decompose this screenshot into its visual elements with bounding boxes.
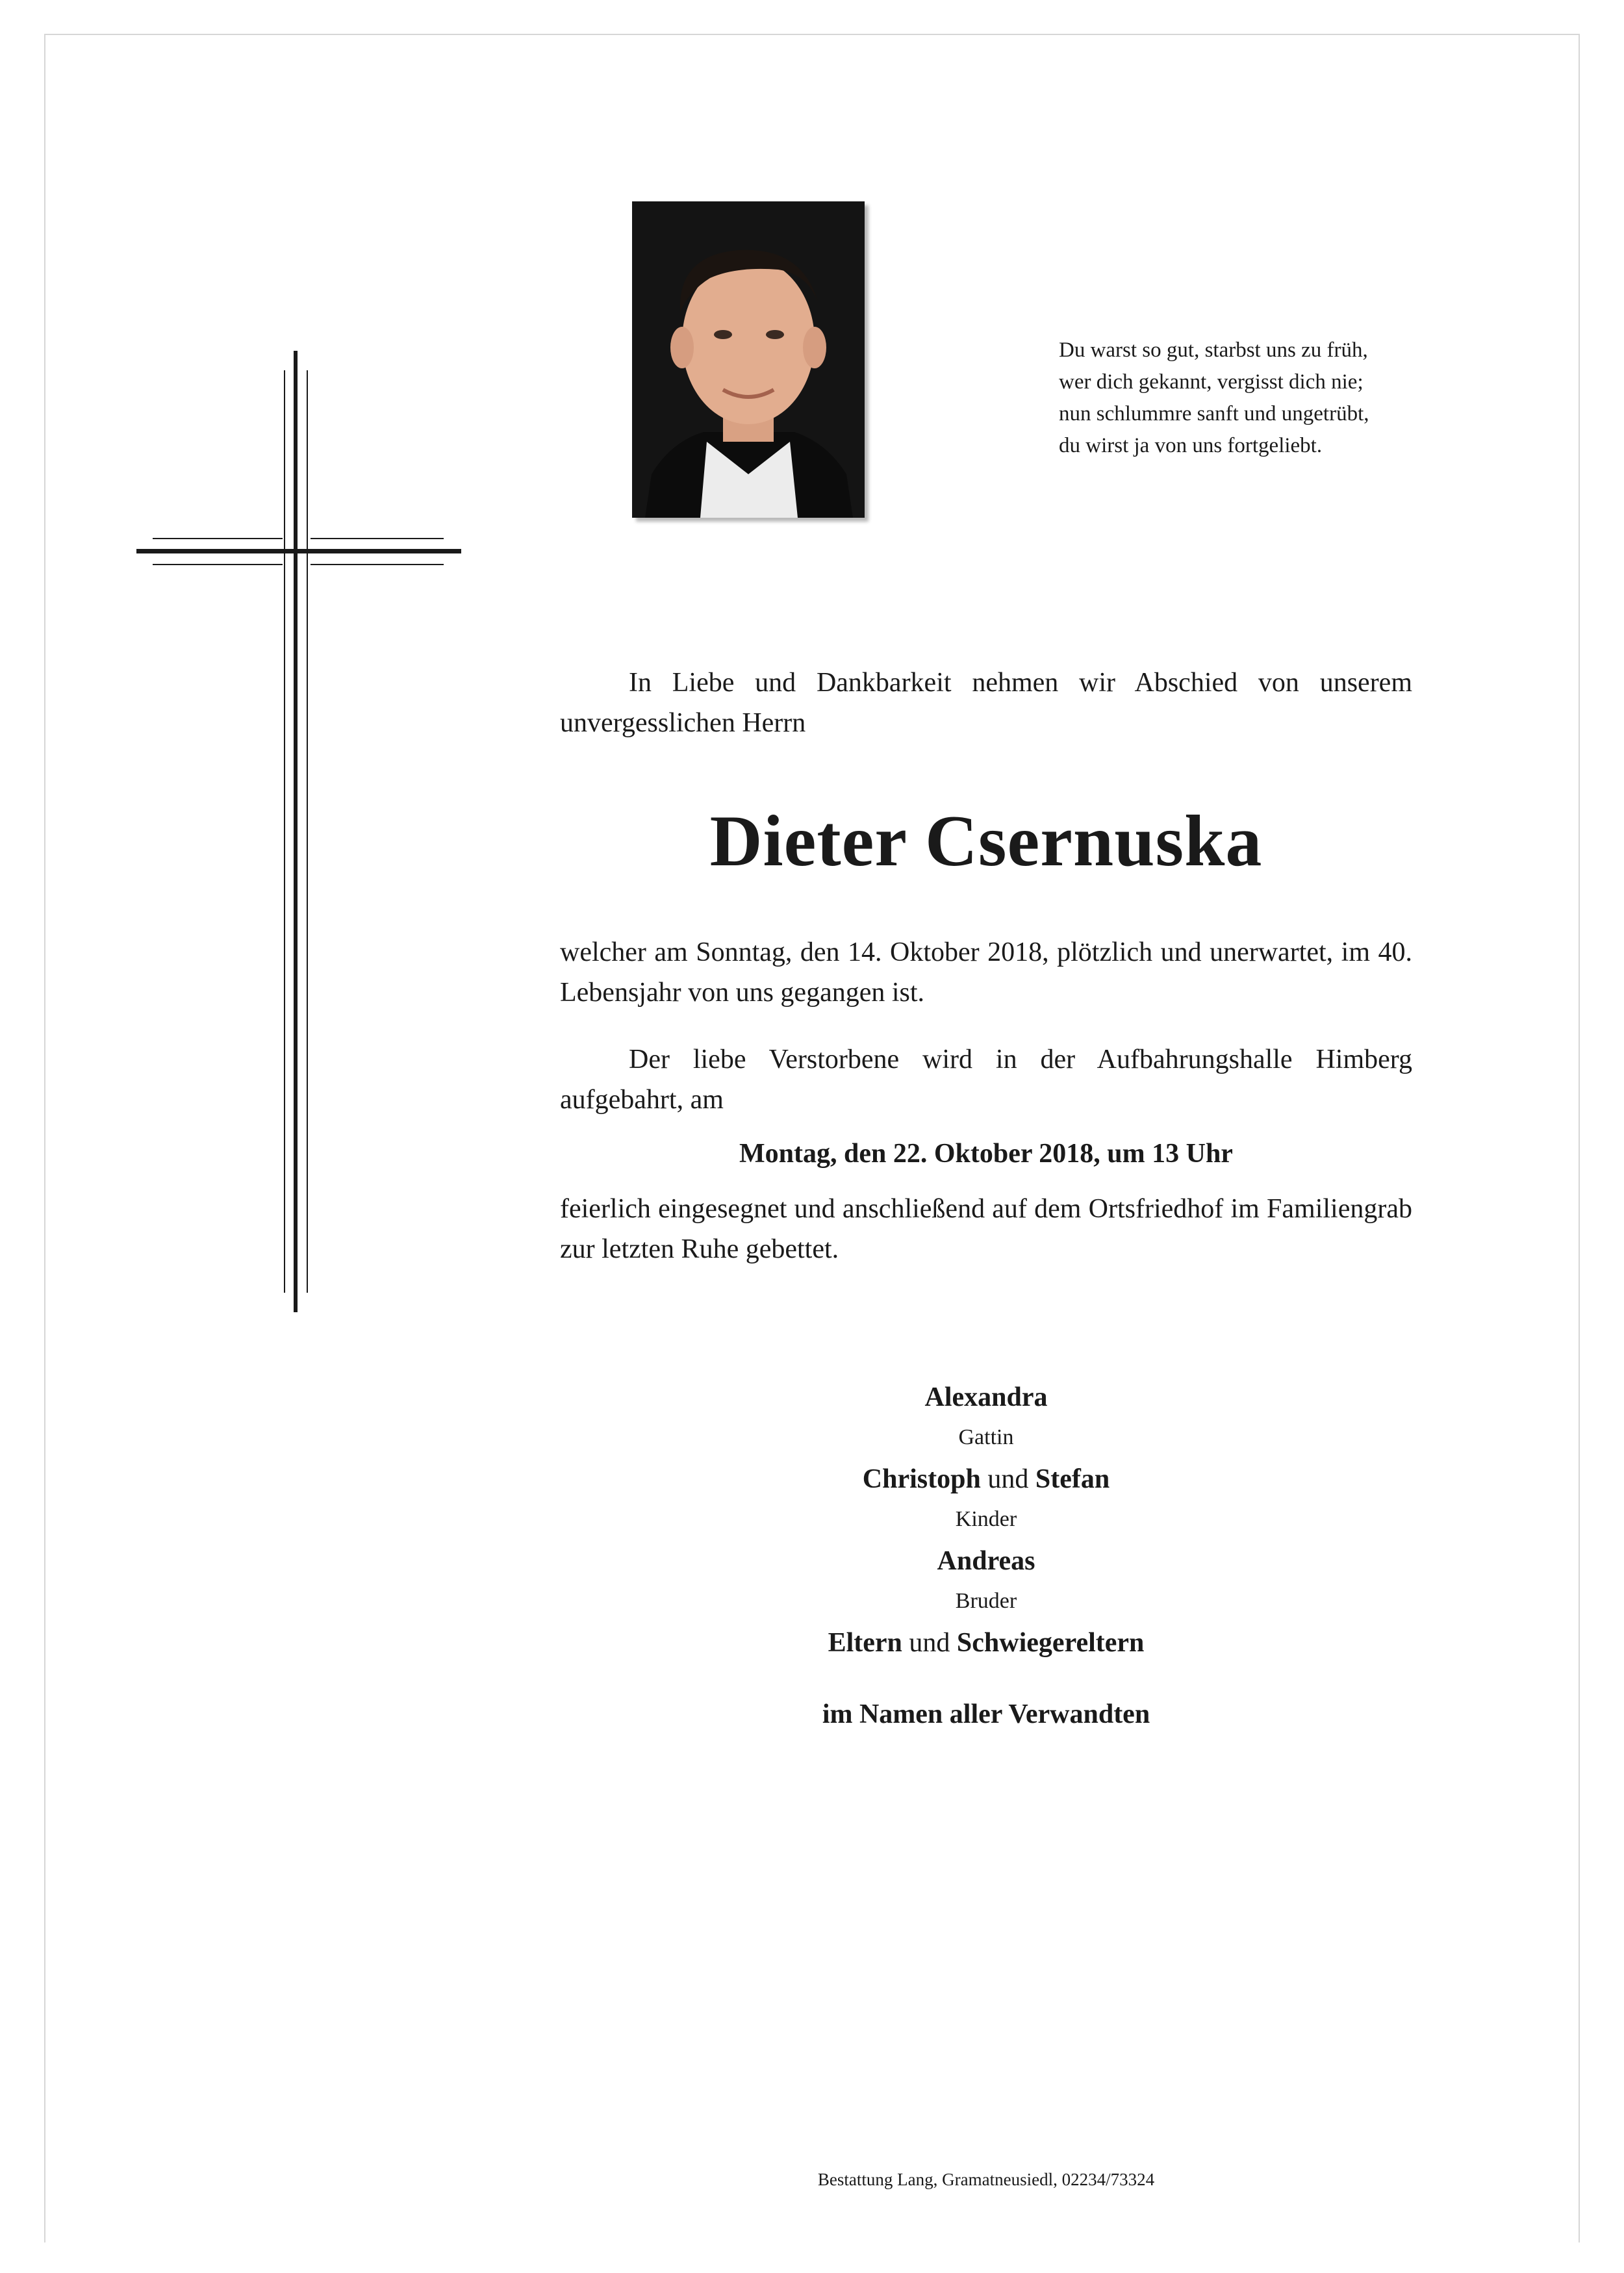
conjunction: und — [909, 1628, 950, 1658]
conjunction: und — [987, 1464, 1029, 1494]
brother-relation: Bruder — [955, 1589, 1017, 1613]
burial-text: feierlich eingesegnet und anschließend auf dem Ortsfriedhof im Familiengrab zur letzten Ruhe gebettet. — [560, 1194, 1412, 1264]
memorial-poem — [1059, 335, 1488, 462]
wife-name: Alexandra — [924, 1382, 1048, 1412]
intro-text: In Liebe und Dankbarkeit nehmen wir Abschied von unserem unvergesslichen Herrn — [560, 668, 1412, 738]
poem-line: nun schlummre sanft und ungetrübt, — [1059, 402, 1369, 425]
closing-line: im Namen aller Verwandten — [822, 1699, 1150, 1729]
family-wife — [657, 1377, 1315, 1417]
child-name: Christoph — [862, 1464, 981, 1494]
children-relation: Kinder — [955, 1507, 1017, 1531]
poem-line: du wirst ja von uns fortgeliebt. — [1059, 434, 1323, 457]
wife-relation: Gattin — [958, 1425, 1014, 1449]
child-name: Stefan — [1035, 1464, 1110, 1494]
wake-announcement: Der liebe Verstorbene wird in der Aufbahrungshalle Himberg aufgebahrt, am — [560, 1045, 1412, 1115]
poem-line: Du warst so gut, starbst uns zu früh, — [1059, 338, 1368, 362]
ceremony-date: Montag, den 22. Oktober 2018, um 13 Uhr — [739, 1139, 1233, 1169]
portrait-photo — [632, 201, 865, 518]
family-brother — [657, 1541, 1315, 1581]
poem-line: wer dich gekannt, vergisst dich nie; — [1059, 370, 1364, 394]
death-announcement: welcher am Sonntag, den 14. Oktober 2018, plötzlich und unerwartet, im 40. Lebensjahr von uns gegangen ist. — [560, 937, 1412, 1008]
family-parents — [657, 1623, 1315, 1663]
brother-name: Andreas — [937, 1546, 1035, 1576]
deceased-name: Dieter Csernuska — [709, 801, 1263, 882]
in-laws-label: Schwiegereltern — [956, 1628, 1145, 1658]
family-children — [657, 1459, 1315, 1499]
family-signatures — [657, 1377, 1315, 1734]
cross-icon — [136, 351, 461, 1312]
parents-label: Eltern — [828, 1628, 902, 1658]
funeral-home-footer: Bestattung Lang, Gramatneusiedl, 02234/73324 — [817, 2170, 1155, 2189]
